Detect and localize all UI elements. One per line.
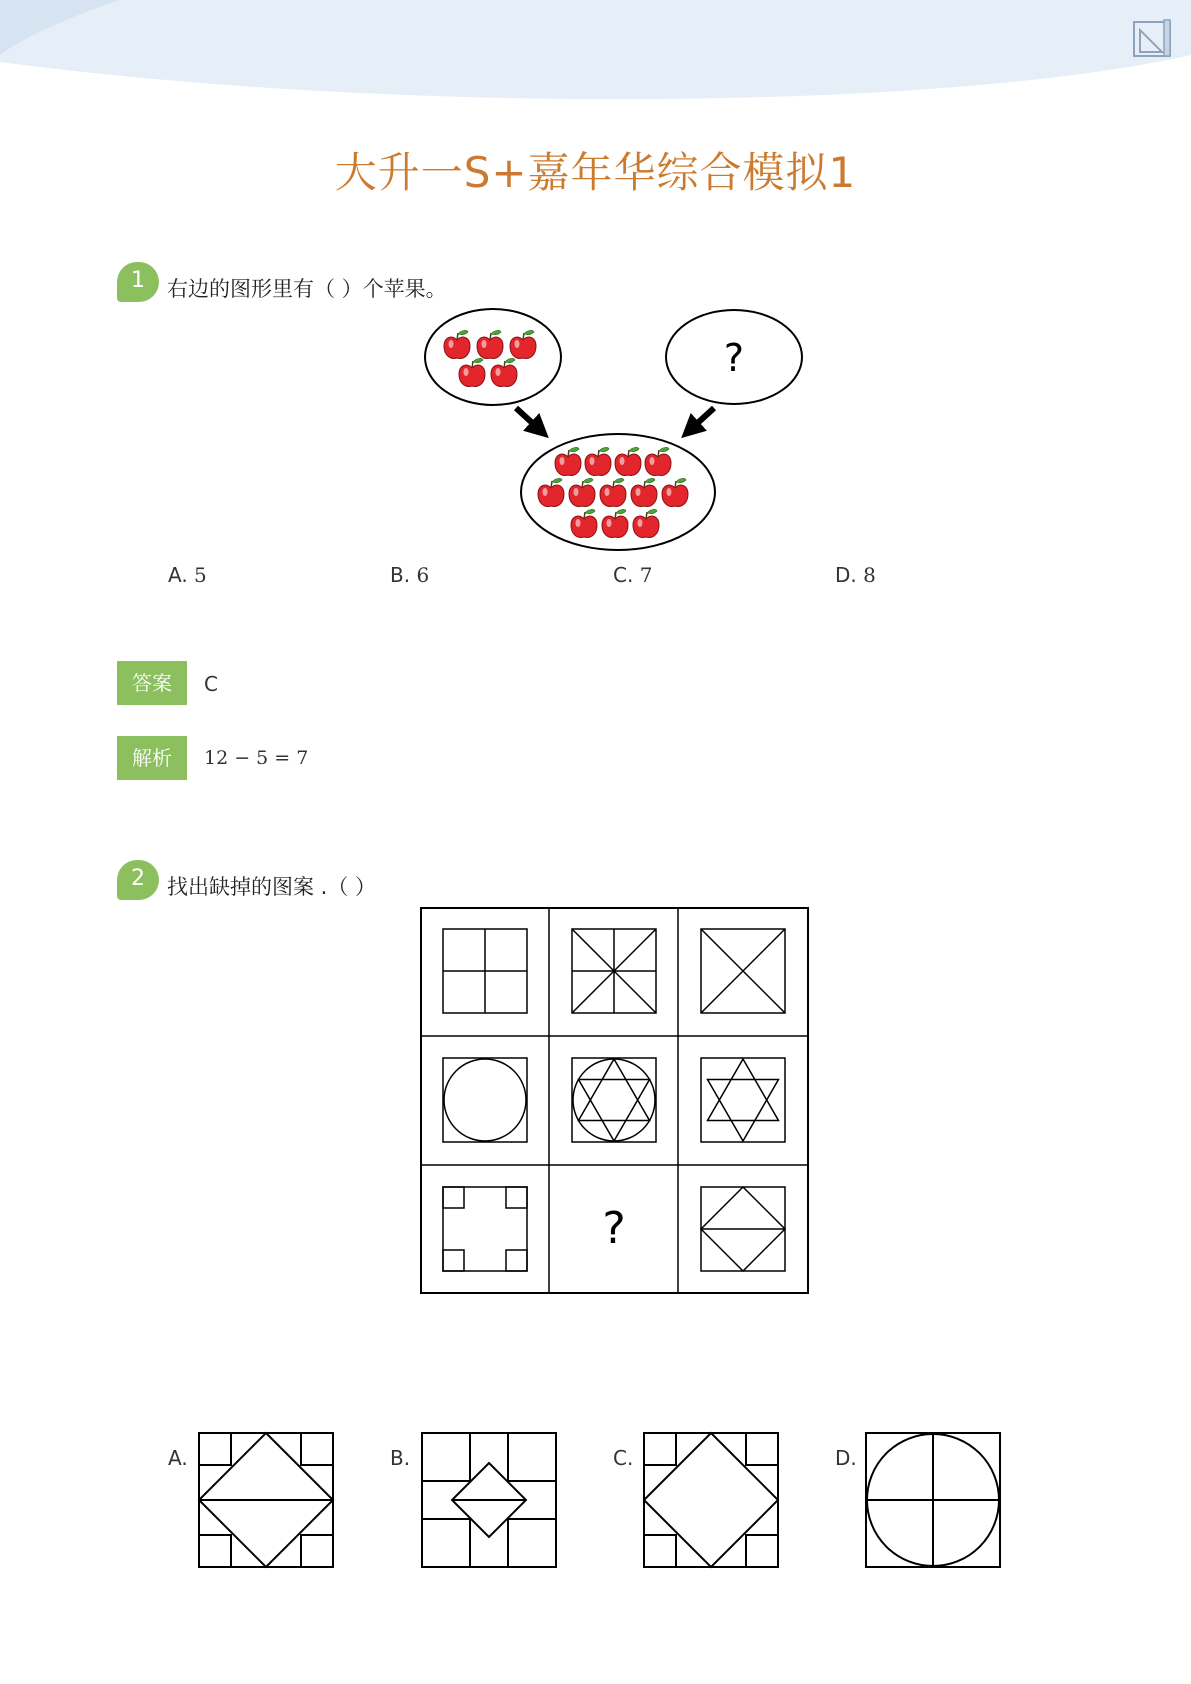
square-star-pattern — [701, 1058, 785, 1142]
apple-figure — [410, 300, 830, 555]
pattern-grid — [420, 907, 810, 1295]
analysis-formula: 12 − 5 = 7 — [204, 747, 309, 769]
figure-question-mark: ? — [723, 336, 745, 380]
option-letter: D. — [835, 563, 857, 587]
arrow-left-down-icon — [690, 408, 714, 430]
option-value: 7 — [639, 563, 653, 587]
page-title: 大升一S+嘉年华综合模拟1 — [334, 148, 857, 197]
answer-tag: 答案 — [117, 661, 187, 705]
square-cross-pattern — [443, 929, 527, 1013]
question-1-text: 右边的图形里有（ ）个苹果。 — [167, 277, 447, 301]
answer-value: C — [204, 672, 218, 696]
grid-question-mark: ? — [602, 1203, 626, 1254]
q2-option-b[interactable] — [420, 1431, 558, 1569]
option-value: 6 — [416, 563, 430, 587]
option-letter: B. — [390, 563, 411, 587]
square-circle-star-pattern — [572, 1058, 656, 1142]
ruler-triangle-logo-icon — [1130, 16, 1174, 60]
analysis-tag: 解析 — [117, 736, 187, 780]
option-letter: A. — [168, 563, 188, 587]
header-wave-decoration — [0, 0, 1191, 110]
square-corner-notch-pattern — [443, 1187, 527, 1271]
question-2-text: 找出缺掉的图案 .（ ） — [167, 875, 377, 899]
question-number-badge: 2 — [117, 860, 159, 900]
option-value: 8 — [863, 563, 876, 587]
q1-option-b[interactable] — [390, 563, 429, 587]
square-diamond-line-pattern — [701, 1187, 785, 1271]
q2-option-a[interactable] — [197, 1431, 335, 1569]
q2-option-c[interactable] — [642, 1431, 780, 1569]
q1-option-c[interactable] — [613, 563, 652, 587]
q2-option-c-label: C. — [613, 1446, 634, 1470]
question-number-badge: 1 — [117, 262, 159, 302]
square-circle-pattern — [443, 1058, 527, 1142]
q1-option-a[interactable] — [168, 563, 207, 587]
arrow-right-down-icon — [516, 408, 540, 430]
option-letter: C. — [613, 563, 634, 587]
q2-option-d-label: D. — [835, 1446, 857, 1470]
q2-option-b-label: B. — [390, 1446, 411, 1470]
square-x-pattern — [701, 929, 785, 1013]
option-value: 5 — [194, 563, 207, 587]
q1-option-d[interactable] — [835, 563, 876, 587]
q2-option-d[interactable] — [864, 1431, 1002, 1569]
q2-option-a-label: A. — [168, 1446, 188, 1470]
square-star-lines-pattern — [572, 929, 656, 1013]
